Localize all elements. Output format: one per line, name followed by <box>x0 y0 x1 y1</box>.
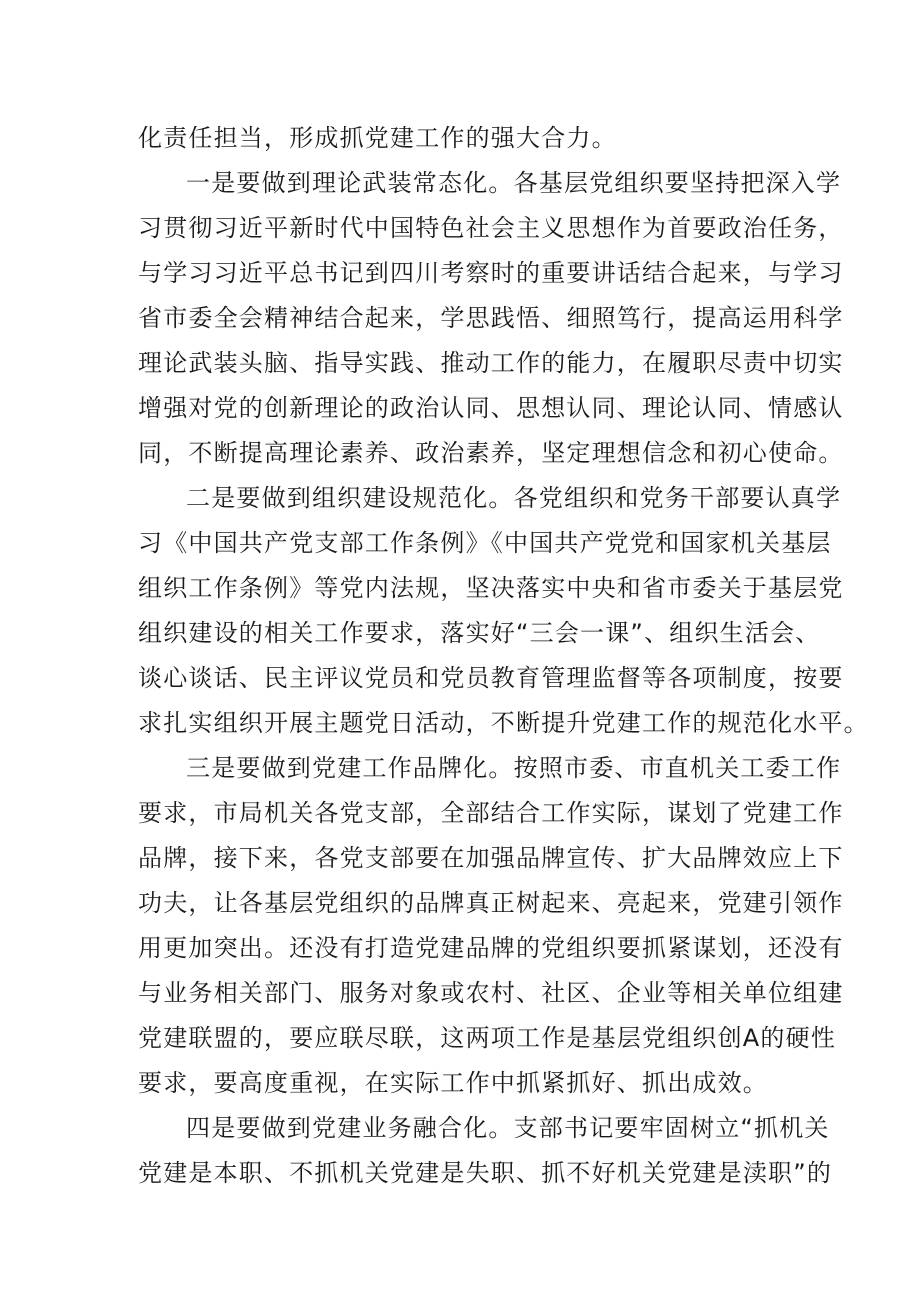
text-line: 与业务相关部门、服务对象或农村、社区、企业等相关单位组建 <box>138 979 844 1007</box>
text-line: 增强对党的创新理论的政治认同、思想认同、理论认同、情感认 <box>138 394 844 422</box>
text-line: 党建联盟的，要应联尽联，这两项工作是基层党组织创A的硬性 <box>138 1024 837 1052</box>
text-line: 用更加突出。还没有打造党建品牌的党组织要抓紧谋划，还没有 <box>138 934 844 962</box>
text-line: 与学习习近平总书记到四川考察时的重要讲话结合起来，与学习 <box>138 259 844 287</box>
text-line: 理论武装头脑、指导实践、推动工作的能力，在履职尽责中切实 <box>138 349 844 377</box>
text-line: 习贯彻习近平新时代中国特色社会主义思想作为首要政治任务， <box>138 214 844 242</box>
text-line: 习《中国共产党支部工作条例》《中国共产党党和国家机关基层 <box>138 529 832 557</box>
text-line: 谈心谈话、民主评议党员和党员教育管理监督等各项制度，按要 <box>138 664 844 692</box>
text-line: 品牌，接下来，各党支部要在加强品牌宣传、扩大品牌效应上下 <box>138 844 844 872</box>
paragraph-2-start: 二是要做到组织建设规范化。各党组织和党务干部要认真学 <box>186 484 842 512</box>
paragraph-4-start: 四是要做到党建业务融合化。支部书记要牢固树立“抓机关 <box>186 1114 830 1142</box>
text-line: 组织建设的相关工作要求，落实好“三会一课”、组织生活会、 <box>138 619 821 647</box>
text-line: 同，不断提高理论素养、政治素养，坚定理想信念和初心使命。 <box>138 439 844 467</box>
paragraph-1-start: 一是要做到理论武装常态化。各基层党组织要坚持把深入学 <box>186 169 842 197</box>
text-line: 党建是本职、不抓机关党建是失职、抓不好机关党建是渎职”的 <box>138 1159 833 1187</box>
text-line: 功夫，让各基层党组织的品牌真正树起来、亮起来，党建引领作 <box>138 889 844 917</box>
text-line: 要求，要高度重视，在实际工作中抓紧抓好、抓出成效。 <box>138 1069 768 1097</box>
paragraph-3-start: 三是要做到党建工作品牌化。按照市委、市直机关工委工作 <box>186 754 842 782</box>
text-line: 省市委全会精神结合起来，学思践悟、细照笃行，提高运用科学 <box>138 304 844 332</box>
text-line: 化责任担当，形成抓党建工作的强大合力。 <box>138 124 617 152</box>
text-line: 要求，市局机关各党支部，全部结合工作实际，谋划了党建工作 <box>138 799 844 827</box>
text-line: 求扎实组织开展主题党日活动，不断提升党建工作的规范化水平。 <box>138 709 869 737</box>
text-line: 组织工作条例》等党内法规，坚决落实中央和省市委关于基层党 <box>138 574 844 602</box>
